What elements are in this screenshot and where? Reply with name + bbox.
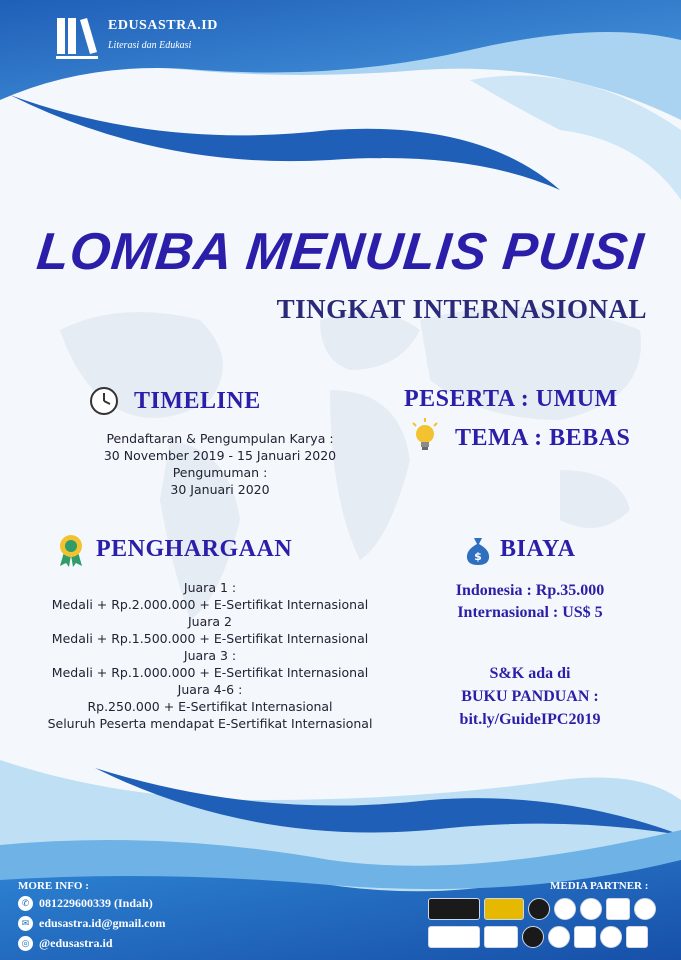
edusastra-logo-icon (56, 16, 98, 60)
timeline-line: 30 Januari 2020 (170, 482, 270, 497)
timeline-line: 30 November 2019 - 15 Januari 2020 (103, 448, 337, 463)
whatsapp-icon: ✆ (18, 896, 33, 911)
more-info-label: MORE INFO : (18, 880, 89, 892)
contact-text: 081229600339 (Indah) (39, 896, 153, 910)
partner-logo (634, 898, 656, 920)
partner-logo (428, 898, 480, 920)
award-line: Medali + Rp.2.000.000 + E-Sertifikat Internasional (51, 597, 369, 612)
award-line: Juara 1 : (183, 580, 237, 595)
partner-logo (580, 898, 602, 920)
partner-logo (574, 926, 596, 948)
partner-logo (522, 926, 544, 948)
partner-logo (626, 926, 648, 948)
award-line: Rp.250.000 + E-Sertifikat Internasional (87, 699, 333, 714)
contact-text: @edusastra.id (39, 936, 113, 950)
email-icon: ✉ (18, 916, 33, 931)
award-line: Medali + Rp.1.000.000 + E-Sertifikat Internasional (51, 665, 369, 680)
poster-title: LOMBA MENULIS PUISI (34, 223, 647, 281)
biaya-details (420, 580, 640, 624)
sk-info (420, 662, 640, 731)
instagram-icon: ◎ (18, 936, 33, 951)
peserta-label: PESERTA : UMUM (404, 386, 618, 412)
partner-logo (528, 898, 550, 920)
contact-whatsapp[interactable] (18, 896, 153, 911)
partner-logo (428, 926, 480, 948)
partner-logo (484, 898, 524, 920)
clock-icon (89, 386, 119, 416)
tema-label: TEMA : BEBAS (455, 425, 631, 451)
award-ribbon-icon (56, 534, 86, 568)
timeline-heading: TIMELINE (134, 388, 261, 414)
timeline-line: Pengumuman : (172, 465, 268, 480)
contact-email[interactable] (18, 916, 166, 931)
award-line: Seluruh Peserta mendapat E-Sertifikat Internasional (47, 716, 373, 731)
penghargaan-heading: PENGHARGAAN (96, 536, 293, 562)
award-line: Juara 4-6 : (177, 682, 243, 697)
penghargaan-details (30, 579, 390, 732)
award-line: Juara 3 : (183, 648, 237, 663)
media-partner-logos (428, 898, 668, 954)
money-bag-icon (464, 536, 492, 566)
svg-text:$: $ (474, 550, 482, 563)
brand-tagline: Literasi dan Edukasi (108, 40, 192, 51)
poster-subtitle: TINGKAT INTERNASIONAL (276, 294, 647, 324)
lightbulb-icon (410, 418, 440, 454)
media-partner-label: MEDIA PARTNER : (550, 880, 649, 892)
partner-logo (600, 926, 622, 948)
award-line: Juara 2 (188, 614, 232, 629)
timeline-line: Pendaftaran & Pengumpulan Karya : (106, 431, 334, 446)
partner-logo (484, 926, 518, 948)
sk-line: BUKU PANDUAN : (461, 688, 599, 705)
timeline-details (60, 430, 380, 498)
contact-instagram[interactable] (18, 936, 113, 951)
brand-name: EDUSASTRA.ID (108, 18, 218, 33)
biaya-line: Indonesia : Rp.35.000 (455, 582, 605, 599)
contact-text: edusastra.id@gmail.com (39, 916, 166, 930)
partner-logo (606, 898, 630, 920)
guide-link[interactable]: bit.ly/GuideIPC2019 (459, 711, 601, 728)
biaya-line: Internasional : US$ 5 (457, 604, 603, 621)
partner-logo (554, 898, 576, 920)
award-line: Medali + Rp.1.500.000 + E-Sertifikat Internasional (51, 631, 369, 646)
sk-line: S&K ada di (489, 665, 571, 682)
biaya-heading: BIAYA (500, 536, 576, 562)
partner-logo (548, 926, 570, 948)
